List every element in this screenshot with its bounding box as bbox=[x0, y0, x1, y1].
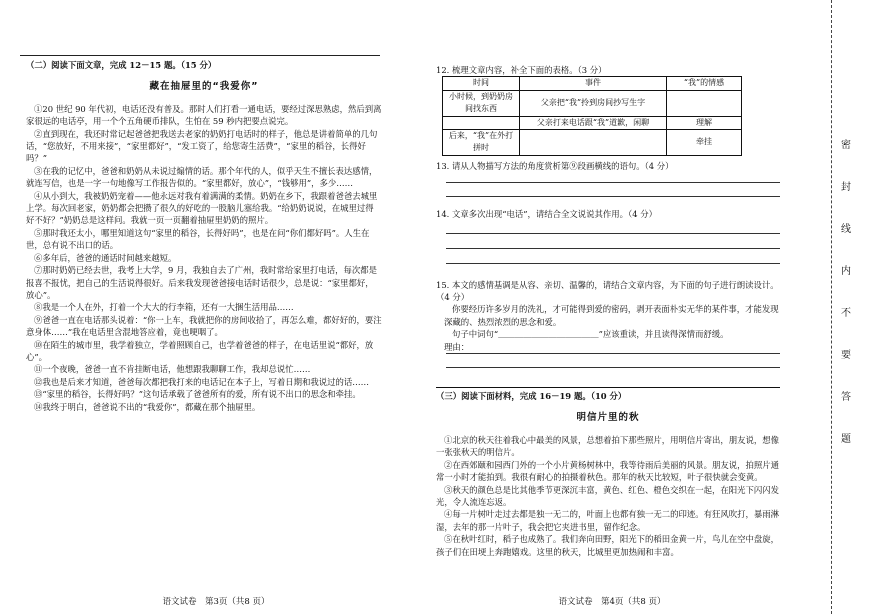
question-13: 13. 请从人物描写方法的角度赏析第⑨段画横线的语句。（4 分） bbox=[436, 160, 674, 171]
table-header: “我”的情感 bbox=[667, 77, 742, 90]
summary-table bbox=[442, 76, 742, 155]
paragraph: ⑪一个夜晚，爸爸一直不肯挂断电话，他想跟我聊聊工作，我却总说忙…… bbox=[34, 364, 311, 375]
answer-area-14[interactable] bbox=[436, 221, 780, 279]
left-page bbox=[0, 0, 432, 614]
question-14: 14. 文章多次出现“电话”，请结合全文说说其作用。（4 分） bbox=[436, 209, 657, 220]
seal-char: 封 bbox=[841, 182, 851, 193]
q15-reason: 理由： bbox=[444, 341, 470, 352]
section-3-title: （三）阅读下面材料，完成 16－19 题。（10 分） bbox=[436, 391, 627, 402]
seal-char: 内 bbox=[841, 266, 851, 277]
table-cell: 父亲把“我”拎到房间抄写生字 bbox=[520, 90, 667, 116]
left-content bbox=[26, 59, 382, 413]
table-cell: 父亲打来电话跟“我”道歉，闲聊 bbox=[520, 116, 667, 129]
paragraph: ⑨爸爸一直在电话那头说着：“你一上车，我就把你的房间收拾了，再怎么难，都好好的，要注意身体……”我在电话里含混地答应着，竟也哽咽了。 bbox=[26, 314, 382, 338]
answer-area-15[interactable] bbox=[436, 353, 780, 383]
seal-line bbox=[831, 0, 858, 614]
page-footer-left: 语文试卷 第3页（共8 页） bbox=[162, 596, 270, 607]
paragraph: ②直到现在，我还时常记起爸爸把我送去老家的奶奶打电话时的样子，他总是讲着简单的几句话，“您放好，不用来接”，“家里都好”，“发工资了，给您寄生活费”，“家里的稻谷，长得好吗？” bbox=[26, 128, 378, 164]
article2-body bbox=[436, 434, 780, 558]
article2-title: 明信片里的秋 bbox=[576, 412, 640, 423]
paragraph: ④从小到大，我被奶奶宠着——他永远对我有着满满的柔情。奶奶在乡下，我跟着爸爸去城里上学。每次回老家，奶奶都会把攒了很久的好吃的一股脑儿塞给我。“给奶奶说说，在城里过得好不好？”奶奶总是这样问。我就一页一页翻着抽屉里奶奶的照片。 bbox=[26, 190, 378, 226]
paragraph: ③秋天的颜色总是比其他季节更深沉丰富，黄色、红色、橙色交织在一起，在阳光下闪闪发光，令人流连忘返。 bbox=[436, 484, 779, 507]
seal-char: 密 bbox=[841, 140, 851, 151]
top-rule bbox=[20, 55, 380, 56]
answer-cell[interactable] bbox=[667, 90, 742, 116]
q15-fill[interactable]: 句子中词句“＿＿＿＿＿＿＿＿＿＿＿＿”应该重读，并且读得深情而舒缓。 bbox=[452, 329, 729, 340]
answer-area-13[interactable] bbox=[436, 172, 780, 208]
article-body bbox=[26, 103, 382, 413]
paragraph: ⑥多年后，爸爸的通话时间越来越短。 bbox=[34, 252, 177, 263]
paragraph: ⑭我终于明白，爸爸说不出的“我爱你”，都藏在那个抽屉里。 bbox=[34, 401, 261, 412]
question-15: 15. 本文的感情基调是从容、亲切、温馨的，请结合文章内容，为下面的句子进行朗读设计。（4 分） bbox=[436, 279, 779, 303]
q15-quote: 你要经历许多岁月的洗礼，才可能得到爱的密码，剥开表面朴实无华的某件事，才能发现深藏的、热烈浓烈的思念和爱。 bbox=[444, 304, 779, 327]
paragraph: ⑧我是一个人在外，打着一个大大的行李箱，还有一大捆生活用品…… bbox=[34, 302, 294, 313]
paragraph: ③在我的记忆中，爸爸和奶奶从未说过煽情的话。那个年代的人，似乎天生不擅长表达感情，就连写信，也是一字一句地像写工作报告似的。“家里都好，放心”，“钱够用”，多少…… bbox=[26, 165, 378, 189]
paragraph: ⑤那时我还太小，哪里知道这句“家里的稻谷，长得好吗”，也是在问“你们都好吗”。人生在世，总有说不出口的话。 bbox=[26, 227, 370, 251]
right-content bbox=[436, 64, 780, 558]
table-header: 时间 bbox=[443, 77, 520, 90]
paragraph: ②在西郊颐和园西门外的一个小片黄杨树林中，我等待雨后美丽的风景。朋友说，拍照片通常一小时才能拍到。我很有耐心的拍摄着秋色。那年的秋天比较短，叶子很快就会变黄。 bbox=[436, 459, 779, 483]
paragraph: ⑤在秋叶红时，稻子也成熟了。我们奔向田野，阳光下的稻田金黄一片，鸟儿在空中盘旋，孩子们在田埂上奔跑嬉戏。这里的秋天，比城里更加热闹和丰富。 bbox=[436, 534, 779, 557]
page-footer-right: 语文试卷 第4页（共8 页） bbox=[558, 596, 666, 607]
question-12: 12. 梳理文章内容，补全下面的表格。（3 分） bbox=[436, 65, 607, 75]
table-cell: 理解 bbox=[667, 116, 742, 129]
paragraph: ⑩在陌生的城市里，我学着独立，学着照顾自己，也学着爸爸的样子，在电话里说“都好，放心”。 bbox=[26, 339, 374, 362]
paragraph: ①20 世纪 90 年代初，电话还没有普及。那时人们打看一通电话，要经过深思熟虑，然后到离家很远的电话亭，用一个个五角硬币排队，生怕在 59 秒内把要点说完。 bbox=[26, 103, 382, 127]
seal-char: 答 bbox=[841, 392, 851, 403]
section-title: （二）阅读下面文章，完成 12－15 题。（15 分） bbox=[26, 60, 217, 70]
paragraph: ①北京的秋天往着我心中最美的风景，总想着拍下那些照片，用明信片寄出，朋友说，想像一张张秋天的明信片。 bbox=[436, 434, 779, 458]
paragraph: ⑦那时奶奶已经去世，我考上大学，9 月，我独自去了广州，我时常给家里打电话，每次都是报喜不报忧，把自己的生活说得很好。后来我发现爸爸接电话时话很少，总是说：“家里都好，放心”。 bbox=[26, 265, 377, 300]
table-header: 事件 bbox=[520, 77, 667, 90]
paragraph: ⑬“家里的稻谷，长得好吗？”这句话承载了爸爸所有的爱，所有说不出口的思念和牵挂。 bbox=[34, 389, 361, 400]
table-cell: 小时候，到奶奶房间找东西 bbox=[443, 90, 520, 116]
article-title: 藏在抽屉里的“我爱你” bbox=[149, 80, 259, 92]
answer-cell[interactable] bbox=[520, 130, 667, 156]
seal-char: 要 bbox=[841, 350, 851, 361]
table-cell: 后来，“我”在外打拼时 bbox=[443, 130, 520, 156]
paragraph: ⑫我也是后来才知道，爸爸每次都把我打来的电话记在本子上，写着日期和我说过的话…… bbox=[34, 376, 369, 387]
table-cell: 牵挂 bbox=[667, 130, 742, 156]
seal-char: 题 bbox=[841, 434, 851, 445]
right-page bbox=[432, 0, 870, 614]
seal-char: 线 bbox=[841, 224, 851, 235]
seal-char: 不 bbox=[841, 308, 851, 319]
answer-cell[interactable] bbox=[443, 116, 520, 129]
paragraph: ④每一片树叶走过去都是独一无二的，叶面上也都有独一无二的印迹。有狂风吹打，暴雨淋湿，去年的那一片叶子，我会把它夹进书里，留作纪念。 bbox=[436, 509, 779, 532]
